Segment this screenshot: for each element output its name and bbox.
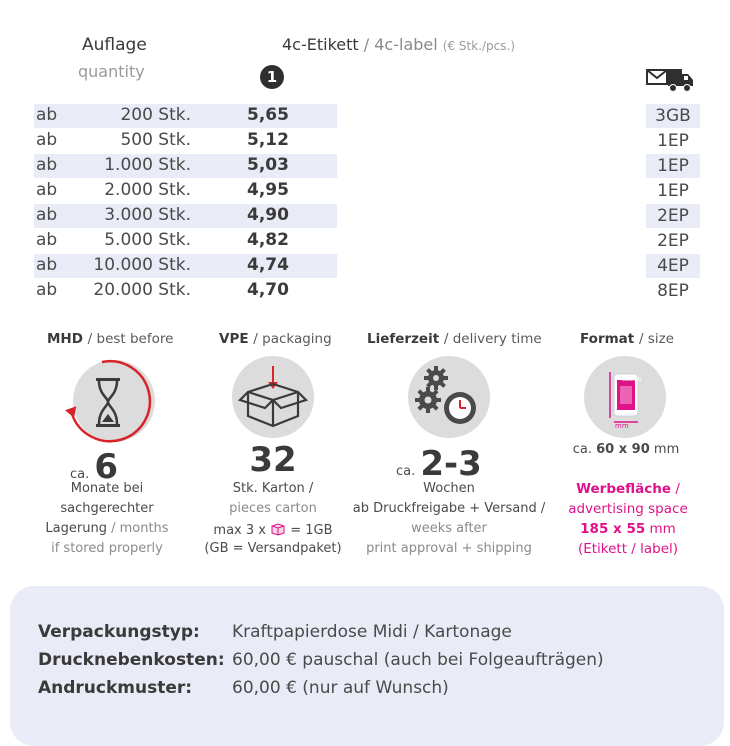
price-row-3 xyxy=(34,154,337,178)
delivery-description xyxy=(345,479,553,559)
proof-value: 60,00 € (nur auf Wunsch) xyxy=(232,678,449,698)
format-title-en: / size xyxy=(638,331,674,347)
mhd-line4: if stored properly xyxy=(51,541,163,556)
shipping-cell: 2EP xyxy=(646,204,700,228)
label-header-slash: / xyxy=(363,35,370,54)
delivery-title-en: / delivery time xyxy=(443,331,542,347)
delivery-ca: ca. xyxy=(396,464,416,479)
mhd-line1: Monate bei xyxy=(70,481,144,496)
row-quantity: 2.000 Stk. xyxy=(104,180,191,200)
price-row-5 xyxy=(34,204,337,228)
proof-label: Andruckmuster: xyxy=(38,678,193,698)
mhd-ca: ca. xyxy=(70,467,90,482)
row-price: 5,65 xyxy=(247,105,289,125)
mhd-title-en: / best before xyxy=(87,331,174,347)
mhd-months-value: 6 xyxy=(94,447,119,487)
row-quantity: 500 Stk. xyxy=(120,130,191,150)
wf-unit: mm xyxy=(649,521,676,537)
vpe-value: 32 xyxy=(249,440,297,480)
delivery-line4: print approval + shipping xyxy=(366,541,532,556)
print-costs-value: 60,00 € pauschal (auch bei Folgeaufträgen) xyxy=(232,650,604,670)
format-size-pre: ca. xyxy=(572,442,592,457)
format-size-line xyxy=(556,440,696,460)
unit-note: (€ Stk./pcs.) xyxy=(442,39,516,53)
shipping-cell: 1EP xyxy=(646,154,700,178)
format-size-value: 60 x 90 xyxy=(596,442,650,457)
mhd-title xyxy=(47,331,173,347)
format-title xyxy=(580,331,674,347)
row-price: 5,12 xyxy=(247,130,289,150)
shipping-truck-icon xyxy=(646,66,694,94)
delivery-line1: Wochen xyxy=(423,481,475,496)
mhd-line2: sachgerechter xyxy=(60,501,154,516)
row-price: 4,90 xyxy=(247,205,289,225)
mhd-title-de: MHD xyxy=(47,331,83,347)
mhd-line3-en: / months xyxy=(111,521,169,536)
packaging-type-label: Verpackungstyp: xyxy=(38,622,200,642)
vpe-max-pre: max 3 x xyxy=(213,523,266,538)
vpe-title-en: / packaging xyxy=(253,331,332,347)
row-price: 4,95 xyxy=(247,180,289,200)
price-row-4 xyxy=(34,179,337,203)
wf-note: (Etikett / label) xyxy=(577,541,679,557)
delivery-value-line xyxy=(396,444,482,484)
row-ab: ab xyxy=(36,180,58,200)
row-price: 5,03 xyxy=(247,155,289,175)
row-ab: ab xyxy=(36,155,58,175)
shipping-cell: 4EP xyxy=(646,254,700,278)
advertising-space xyxy=(548,479,708,559)
label-header-de: 4c-Etikett xyxy=(282,35,359,54)
format-size-unit: mm xyxy=(653,442,680,457)
row-ab: ab xyxy=(36,255,58,275)
vpe-line1: Stk. Karton / xyxy=(232,481,314,496)
mhd-description xyxy=(37,479,177,559)
delivery-weeks-value: 2-3 xyxy=(420,444,482,484)
wf-slash: / xyxy=(675,481,680,497)
shipping-cell: 3GB xyxy=(646,104,700,128)
box-icon xyxy=(232,356,314,438)
delivery-line2: ab Druckfreigabe + Versand / xyxy=(352,501,546,516)
shipping-cell: 2EP xyxy=(657,231,689,251)
row-quantity: 5.000 Stk. xyxy=(104,230,191,250)
mhd-line3-de: Lagerung xyxy=(45,521,107,536)
vpe-description xyxy=(198,479,348,519)
vpe-title-de: VPE xyxy=(219,331,249,347)
price-row-2 xyxy=(34,129,337,153)
small-box-icon xyxy=(270,522,286,536)
format-icon-text: DESIGN xyxy=(622,377,642,383)
row-ab: ab xyxy=(36,105,58,125)
wf-value: 185 x 55 xyxy=(580,521,646,537)
packaging-type-value: Kraftpapierdose Midi / Kartonage xyxy=(232,622,512,642)
print-costs-label: Drucknebenkosten: xyxy=(38,650,225,670)
price-row-8 xyxy=(34,279,337,303)
row-price: 4,82 xyxy=(247,230,289,250)
vpe-max-note xyxy=(198,522,348,558)
row-quantity: 10.000 Stk. xyxy=(93,255,191,275)
label-header-en: 4c-label xyxy=(374,35,438,54)
price-row-7 xyxy=(34,254,337,278)
label-header xyxy=(282,35,515,54)
vpe-max-post: = 1GB xyxy=(290,523,333,538)
row-ab: ab xyxy=(36,230,58,250)
vpe-title xyxy=(219,331,332,347)
row-price: 4,74 xyxy=(247,255,289,275)
vpe-gb-note: (GB = Versandpaket) xyxy=(204,541,342,556)
price-row-6 xyxy=(34,229,337,253)
row-quantity: 1.000 Stk. xyxy=(104,155,191,175)
row-quantity: 20.000 Stk. xyxy=(93,280,191,300)
delivery-title-de: Lieferzeit xyxy=(367,331,440,347)
column-number-badge: 1 xyxy=(260,65,284,89)
row-quantity: 3.000 Stk. xyxy=(104,205,191,225)
row-ab: ab xyxy=(36,130,58,150)
wf-label-en: advertising space xyxy=(568,501,688,517)
hourglass-icon xyxy=(62,354,158,450)
shipping-cell: 1EP xyxy=(657,181,689,201)
price-row-1 xyxy=(34,104,337,128)
quantity-header: Auflage xyxy=(82,35,147,55)
format-icon-unit: mm xyxy=(615,422,629,430)
delivery-title xyxy=(367,331,542,347)
shipping-cell: 1EP xyxy=(657,131,689,151)
format-title-de: Format xyxy=(580,331,635,347)
row-ab: ab xyxy=(36,280,58,300)
row-quantity: 200 Stk. xyxy=(120,105,191,125)
vpe-line2: pieces carton xyxy=(229,501,317,516)
delivery-line3: weeks after xyxy=(411,521,487,536)
shipping-cell: 8EP xyxy=(657,281,689,301)
gears-clock-icon xyxy=(408,356,490,438)
wf-label-de: Werbefläche xyxy=(576,481,672,497)
row-ab: ab xyxy=(36,205,58,225)
quantity-header-en: quantity xyxy=(78,62,145,81)
row-price: 4,70 xyxy=(247,280,289,300)
